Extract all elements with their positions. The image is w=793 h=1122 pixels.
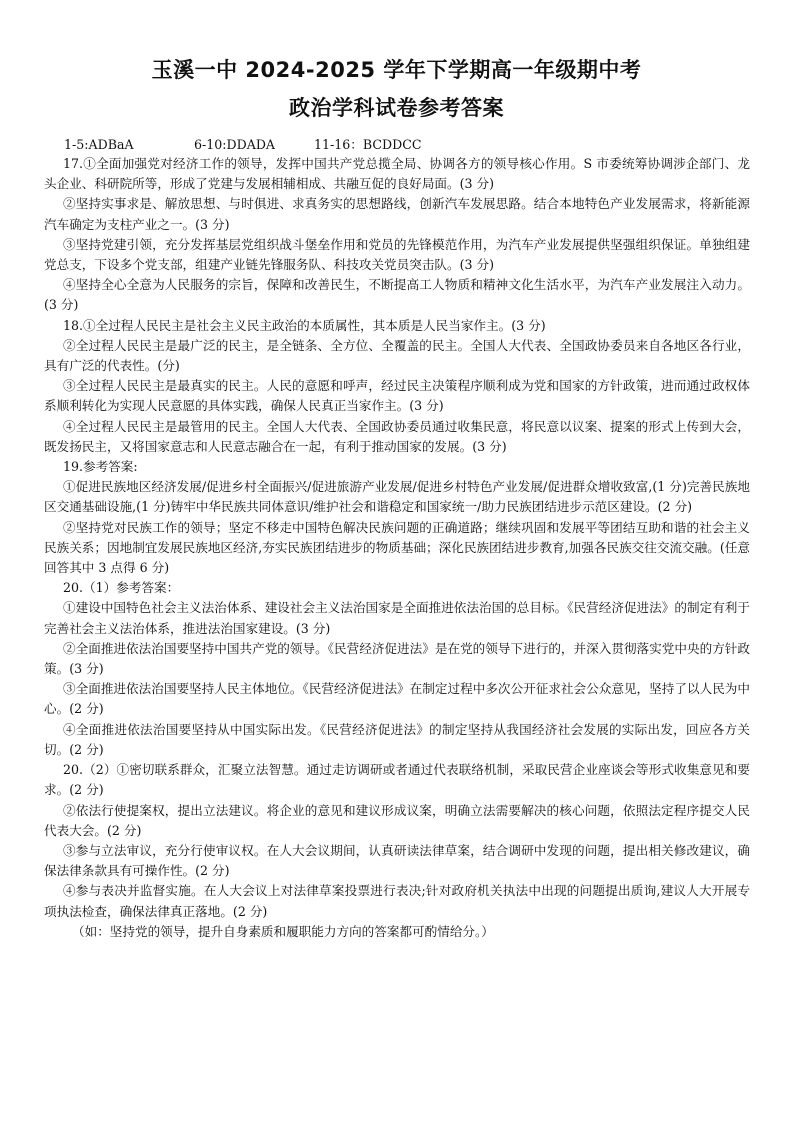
- answer-paragraph: ④全面推进依法治国要坚持从中国实际出发。《民营经济促进法》的制定坚持从我国经济社会发展的实际出发，回应各方关切。(2 分): [44, 721, 750, 757]
- page-subtitle: 政治学科试卷参考答案: [289, 96, 504, 120]
- answer-paragraph: ②坚持党对民族工作的领导；坚定不移走中国特色解决民族问题的正确道路；继续巩固和发展平等团结互助和谐的社会主义民族关系；因地制宜发展民族地区经济,夯实民族团结进步的物质基础；深化民族团结进步教育,加强各民族交往交流交融。(任意回答其中 3 点得 6 分): [44, 519, 750, 576]
- answer-paragraph: ③全面推进依法治国要坚持人民主体地位。《民营经济促进法》在制定过程中多次公开征求社会公众意见，坚持了以人民为中心。(2 分): [44, 681, 750, 717]
- answer-paragraph: 20.（2）①密切联系群众，汇聚立法智慧。通过走访调研或者通过代表联络机制，采取民营企业座谈会等形式收集意见和要求。(2 分): [44, 762, 750, 798]
- page-title: 玉溪一中 2024-2025 学年下学期高一年级期中考: [151, 58, 642, 82]
- answer-body: [44, 154, 750, 942]
- answer-paragraph: ③参与立法审议，充分行使审议权。在人大会议期间，认真研读法律草案，结合调研中发现的问题，提出相关修改建议，确保法律条款具有可操作性。(2 分): [44, 842, 750, 879]
- mc-answers-6-10: 6-10:DDADA: [194, 137, 276, 152]
- grading-note: （如：坚持党的领导，提升自身素质和履职能力方向的答案都可酌情给分。）: [72, 923, 494, 939]
- mc-answers-11-16: 11-16：BCDDCC: [314, 137, 422, 152]
- answer-paragraph: ②全面推进依法治国要坚持中国共产党的领导。《民营经济促进法》是在党的领导下进行的，并深入贯彻落实党中央的方针政策。(3 分): [44, 640, 750, 677]
- answer-paragraph: ①建设中国特色社会主义法治体系、建设社会主义法治国家是全面推进依法治国的总目标。《民营经济促进法》的制定有利于完善社会主义法治体系，推进法治国家建设。(3 分): [44, 600, 750, 636]
- answer-paragraph: 17.①全面加强党对经济工作的领导，发挥中国共产党总揽全局、协调各方的领导核心作用。S 市委统筹协调涉企部门、龙头企业、科研院所等，形成了党建与发展相辅相成、共融互促的良好局面。(3 分): [44, 156, 750, 192]
- answer-paragraph: ②依法行使提案权，提出立法建议。将企业的意见和建议形成议案，明确立法需要解决的核心问题，依照法定程序提交人民代表大会。(2 分): [44, 802, 750, 838]
- answer-paragraph: ②全过程人民民主是最广泛的民主，是全链条、全方位、全覆盖的民主。全国人大代表、全国政协委员来自各地区各行业，具有广泛的代表性。(分): [44, 337, 750, 374]
- answer-paragraph: ①促进民族地区经济发展/促进乡村全面振兴/促进旅游产业发展/促进乡村特色产业发展/促进群众增收致富,(1 分)完善民族地区交通基础设施,(1 分)铸牢中华民族共同体意识/维护社会和谐稳定和国家统一/助力民族团结进步示范区建设。(2 分): [44, 479, 750, 515]
- section-heading: 20.（1）参考答案：: [63, 580, 180, 596]
- mc-answers-1-5: 1-5:ADBaA: [64, 137, 134, 152]
- section-heading: 19.参考答案:: [63, 459, 138, 475]
- answer-paragraph: ④坚持全心全意为人民服务的宗旨，保障和改善民生，不断提高工人物质和精神文化生活水平，为汽车产业发展注入动力。(3 分): [44, 277, 750, 313]
- answer-paragraph: ④全过程人民民主是最管用的民主。全国人大代表、全国政协委员通过收集民意，将民意以议案、提案的形式上传到大会，既发扬民主，又将国家意志和人民意志融合在一起，有利于推动国家的发展。(3 分): [44, 418, 750, 454]
- answer-paragraph: ④参与表决并监督实施。在人大会议上对法律草案投票进行表决;针对政府机关执法中出现的问题提出质询,建议人大开展专项执法检查，确保法律真正落地。(2 分): [44, 883, 750, 919]
- answer-paragraph: ②坚持实事求是、解放思想、与时俱进、求真务实的思想路线，创新汽车发展思路。结合本地特色产业发展需求，将新能源汽车确定为支柱产业之一。(3 分): [44, 196, 750, 232]
- answer-paragraph: ③坚持党建引领，充分发挥基层党组织战斗堡垒作用和党员的先锋模范作用，为汽车产业发展提供坚强组织保证。单独组建党总支，下设多个党支部，组建产业链先锋服务队、科技攻关党员突击队。(3 分): [44, 236, 750, 273]
- answer-paragraph: 18.①全过程人民民主是社会主义民主政治的本质属性，其本质是人民当家作主。(3 分): [63, 317, 546, 333]
- answer-paragraph: ③全过程人民民主是最真实的民主。人民的意愿和呼声，经过民主决策程序顺利成为党和国家的方针政策，进而通过政权体系顺利转化为实现人民意愿的具体实践，确保人民真正当家作主。(3 分): [44, 378, 750, 414]
